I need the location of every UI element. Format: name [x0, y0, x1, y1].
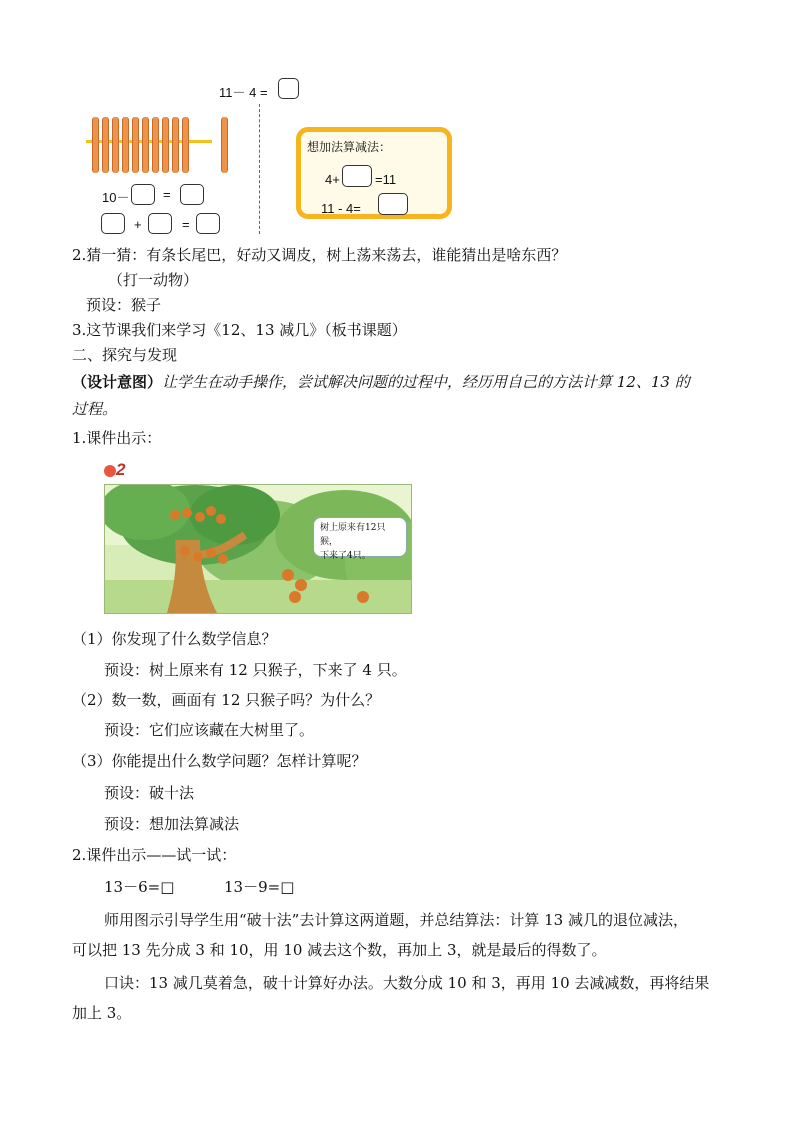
design-intent-line1: [72, 371, 690, 392]
speech-bubble: [313, 517, 407, 561]
para2-line1: 口诀：13 减几莫着急，破十计算好办法。大数分成 10 和 3，再用 10 去减减数，再将结果: [104, 974, 710, 992]
design-intent-line2: 过程。: [72, 400, 118, 418]
answer-box: [101, 213, 125, 234]
stick: [142, 117, 149, 173]
question-2: （2）数一数，画面有 12 只猴子吗？为什么？: [72, 691, 381, 709]
stick: [162, 117, 169, 173]
equation-bottom1-eq: =: [163, 187, 171, 202]
answer-2: 预设：它们应该藏在大树里了。: [104, 721, 315, 739]
stick: [152, 117, 159, 173]
item-3: 3.这节课我们来学习《12、13 减几》（板书课题）: [72, 321, 407, 339]
design-label: （设计意图）: [72, 373, 163, 391]
riddle-line2: （打一动物）: [108, 271, 199, 289]
stick: [172, 117, 179, 173]
para2-line2: 加上 3。: [72, 1004, 132, 1022]
item-1: 1.课件出示：: [72, 429, 162, 447]
equation-top: 11－ 4 =: [219, 85, 268, 100]
badge-dot: [104, 465, 116, 477]
single-stick: [221, 117, 228, 173]
try-eq1: 13－6=□: [104, 878, 175, 896]
question-1: （1）你发现了什么数学信息？: [72, 630, 277, 648]
question-3: （3）你能提出什么数学问题？怎样计算呢？: [72, 752, 367, 770]
design-text: 让学生在动手操作，尝试解决问题的过程中，经历用自己的方法计算 12、13 的: [162, 373, 690, 391]
stick: [92, 117, 99, 173]
stick: [122, 117, 129, 173]
answer-3b: 预设：想加法算减法: [104, 815, 240, 833]
para1-line1: 师用图示引导学生用“破十法”去计算这两道题，并总结算法：计算 13 减几的退位减法，: [104, 911, 688, 929]
stick: [182, 117, 189, 173]
answer-box: [180, 184, 204, 205]
speech-line2: 下来了4只。: [320, 551, 371, 561]
hint-eq1-left: 4+: [325, 172, 340, 187]
hint-eq2-left: 11 - 4=: [321, 201, 361, 216]
try-eq2: 13－9=□: [224, 878, 295, 896]
divider: [259, 104, 260, 234]
equation-bottom1-left: 10－: [102, 190, 130, 205]
equation-bottom2-plus: +: [134, 217, 142, 232]
stick: [112, 117, 119, 173]
example-badge: [104, 460, 134, 484]
hint-eq1-right: =11: [375, 172, 397, 187]
answer-box: [378, 193, 408, 215]
monkey-illustration: [104, 484, 412, 614]
stick: [102, 117, 109, 173]
riddle-line1: 2.猜一猜：有条长尾巴，好动又调皮，树上荡来荡去，谁能猜出是啥东西？: [72, 246, 567, 264]
hint-box: [296, 127, 452, 219]
speech-line1: 树上原来有12只猴，: [320, 523, 386, 547]
riddle-preset: 预设：猴子: [86, 296, 162, 314]
badge-number: 2: [116, 460, 126, 479]
answer-box: [148, 213, 172, 234]
equation-bottom2-eq: =: [182, 217, 190, 232]
stick: [132, 117, 139, 173]
answer-1: 预设：树上原来有 12 只猴子，下来了 4 只。: [104, 661, 407, 679]
section-title: 二、探究与发现: [72, 346, 178, 364]
para1-line2: 可以把 13 先分成 3 和 10，用 10 减去这个数，再加上 3，就是最后的得数了。: [72, 941, 607, 959]
hint-title: 想加法算减法：: [307, 140, 392, 154]
item-2: 2.课件出示——试一试：: [72, 846, 237, 864]
answer-3a: 预设：破十法: [104, 784, 195, 802]
answer-box: [196, 213, 220, 234]
answer-box: [131, 184, 155, 205]
answer-box: [342, 165, 372, 187]
answer-box: [278, 78, 299, 99]
